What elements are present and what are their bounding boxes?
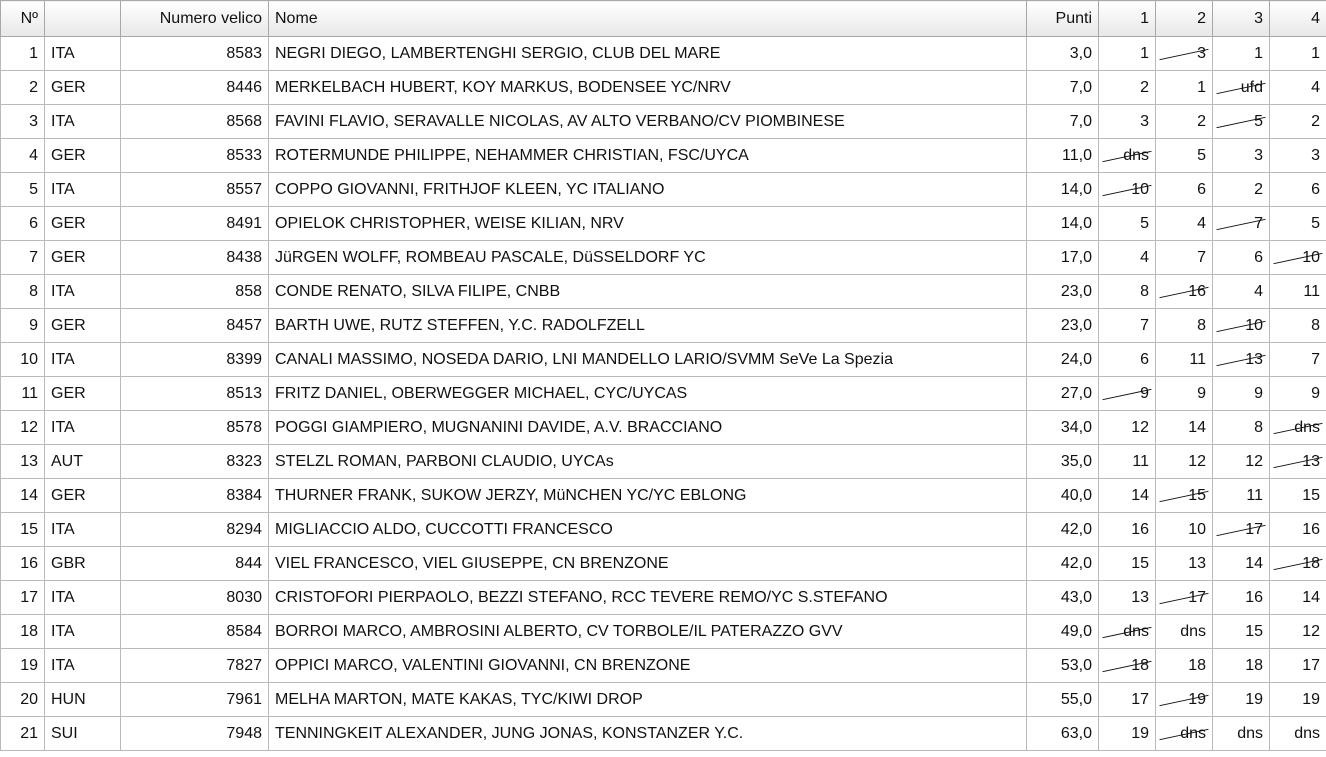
rank-cell: 4	[1, 139, 45, 173]
rank-cell: 12	[1, 411, 45, 445]
crew-name-cell: BARTH UWE, RUTZ STEFFEN, Y.C. RADOLFZELL	[269, 309, 1027, 343]
race-result-cell: 2	[1156, 105, 1213, 139]
race-result-cell: 12	[1156, 445, 1213, 479]
race-result-discarded-cell: 5	[1213, 105, 1270, 139]
points-cell: 7,0	[1027, 71, 1099, 105]
race-result-discarded-cell: dns	[1099, 139, 1156, 173]
race-result-cell: 11	[1156, 343, 1213, 377]
table-row[interactable]	[1, 479, 1326, 513]
race-result-cell: 19	[1099, 717, 1156, 751]
nation-cell: ITA	[45, 615, 121, 649]
points-cell: 40,0	[1027, 479, 1099, 513]
race-result-cell: 3	[1099, 105, 1156, 139]
race-result-cell: 13	[1099, 581, 1156, 615]
nation-cell: GER	[45, 377, 121, 411]
race-result-discarded-cell: 10	[1099, 173, 1156, 207]
rank-cell: 7	[1, 241, 45, 275]
race-result-cell: 1	[1270, 37, 1326, 71]
points-cell: 43,0	[1027, 581, 1099, 615]
rank-cell: 2	[1, 71, 45, 105]
header-race-2[interactable]: 2	[1156, 1, 1213, 37]
points-cell: 11,0	[1027, 139, 1099, 173]
race-result-cell: 19	[1270, 683, 1326, 717]
race-result-cell: 14	[1156, 411, 1213, 445]
sail-number-cell: 7948	[121, 717, 269, 751]
sail-number-cell: 8446	[121, 71, 269, 105]
nation-cell: GER	[45, 479, 121, 513]
rank-cell: 5	[1, 173, 45, 207]
race-result-cell: 1	[1213, 37, 1270, 71]
race-result-discarded-cell: ufd	[1213, 71, 1270, 105]
crew-name-cell: MERKELBACH HUBERT, KOY MARKUS, BODENSEE YC/NRV	[269, 71, 1027, 105]
race-result-cell: 5	[1156, 139, 1213, 173]
sail-number-cell: 7961	[121, 683, 269, 717]
race-result-cell: 7	[1270, 343, 1326, 377]
sail-number-cell: 8399	[121, 343, 269, 377]
sail-number-cell: 8568	[121, 105, 269, 139]
race-result-discarded-cell: 13	[1213, 343, 1270, 377]
rank-cell: 17	[1, 581, 45, 615]
nation-cell: GER	[45, 241, 121, 275]
race-result-cell: 6	[1270, 173, 1326, 207]
race-result-cell: 18	[1213, 649, 1270, 683]
points-cell: 53,0	[1027, 649, 1099, 683]
rank-cell: 3	[1, 105, 45, 139]
crew-name-cell: MELHA MARTON, MATE KAKAS, TYC/KIWI DROP	[269, 683, 1027, 717]
race-result-cell: 5	[1099, 207, 1156, 241]
crew-name-cell: ROTERMUNDE PHILIPPE, NEHAMMER CHRISTIAN, FSC/UYCA	[269, 139, 1027, 173]
race-result-cell: 10	[1156, 513, 1213, 547]
nation-cell: ITA	[45, 105, 121, 139]
table-row[interactable]	[1, 343, 1326, 377]
header-row	[1, 1, 1326, 37]
race-result-discarded-cell: 9	[1099, 377, 1156, 411]
rank-cell: 15	[1, 513, 45, 547]
crew-name-cell: OPIELOK CHRISTOPHER, WEISE KILIAN, NRV	[269, 207, 1027, 241]
table-row[interactable]	[1, 649, 1326, 683]
race-result-cell: 2	[1270, 105, 1326, 139]
sail-number-cell: 8583	[121, 37, 269, 71]
sail-number-cell: 8323	[121, 445, 269, 479]
race-result-discarded-cell: 19	[1156, 683, 1213, 717]
nation-cell: SUI	[45, 717, 121, 751]
race-result-cell: 4	[1213, 275, 1270, 309]
race-result-cell: 14	[1099, 479, 1156, 513]
crew-name-cell: CANALI MASSIMO, NOSEDA DARIO, LNI MANDELLO LARIO/SVMM SeVe La Spezia	[269, 343, 1027, 377]
race-result-cell: 4	[1156, 207, 1213, 241]
header-nat[interactable]	[45, 1, 121, 37]
race-result-cell: 4	[1099, 241, 1156, 275]
nation-cell: HUN	[45, 683, 121, 717]
race-result-cell: 11	[1099, 445, 1156, 479]
rank-cell: 6	[1, 207, 45, 241]
table-row[interactable]	[1, 71, 1326, 105]
rank-cell: 8	[1, 275, 45, 309]
race-result-cell: 6	[1213, 241, 1270, 275]
nation-cell: ITA	[45, 37, 121, 71]
crew-name-cell: FAVINI FLAVIO, SERAVALLE NICOLAS, AV ALTO VERBANO/CV PIOMBINESE	[269, 105, 1027, 139]
table-row[interactable]	[1, 275, 1326, 309]
rank-cell: 21	[1, 717, 45, 751]
nation-cell: ITA	[45, 581, 121, 615]
points-cell: 23,0	[1027, 309, 1099, 343]
race-result-discarded-cell: 10	[1270, 241, 1326, 275]
sail-number-cell: 7827	[121, 649, 269, 683]
nation-cell: GER	[45, 309, 121, 343]
race-result-cell: 9	[1270, 377, 1326, 411]
points-cell: 34,0	[1027, 411, 1099, 445]
race-result-cell: 8	[1213, 411, 1270, 445]
race-result-discarded-cell: 3	[1156, 37, 1213, 71]
crew-name-cell: BORROI MARCO, AMBROSINI ALBERTO, CV TORBOLE/IL PATERAZZO GVV	[269, 615, 1027, 649]
points-cell: 24,0	[1027, 343, 1099, 377]
race-result-cell: 3	[1213, 139, 1270, 173]
race-result-cell: 11	[1213, 479, 1270, 513]
points-cell: 14,0	[1027, 207, 1099, 241]
race-result-cell: 8	[1099, 275, 1156, 309]
rank-cell: 18	[1, 615, 45, 649]
rank-cell: 11	[1, 377, 45, 411]
race-result-discarded-cell: 13	[1270, 445, 1326, 479]
race-result-cell: 15	[1099, 547, 1156, 581]
sail-number-cell: 8578	[121, 411, 269, 445]
race-result-cell: 11	[1270, 275, 1326, 309]
table-row[interactable]	[1, 547, 1326, 581]
race-result-discarded-cell: 10	[1213, 309, 1270, 343]
race-result-cell: 5	[1270, 207, 1326, 241]
sail-number-cell: 8533	[121, 139, 269, 173]
crew-name-cell: POGGI GIAMPIERO, MUGNANINI DAVIDE, A.V. BRACCIANO	[269, 411, 1027, 445]
header-name[interactable]: Nome	[269, 1, 1027, 37]
crew-name-cell: CRISTOFORI PIERPAOLO, BEZZI STEFANO, RCC TEVERE REMO/YC S.STEFANO	[269, 581, 1027, 615]
sail-number-cell: 8384	[121, 479, 269, 513]
header-race-4[interactable]: 4	[1270, 1, 1326, 37]
points-cell: 23,0	[1027, 275, 1099, 309]
race-result-cell: 18	[1156, 649, 1213, 683]
race-result-cell: dns	[1156, 615, 1213, 649]
header-race-1[interactable]: 1	[1099, 1, 1156, 37]
table-row[interactable]	[1, 615, 1326, 649]
points-cell: 42,0	[1027, 547, 1099, 581]
rank-cell: 16	[1, 547, 45, 581]
header-race-3[interactable]: 3	[1213, 1, 1270, 37]
crew-name-cell: THURNER FRANK, SUKOW JERZY, MüNCHEN YC/YC EBLONG	[269, 479, 1027, 513]
race-result-cell: 12	[1270, 615, 1326, 649]
results-body	[1, 37, 1326, 751]
race-result-discarded-cell: 16	[1156, 275, 1213, 309]
race-result-cell: 8	[1156, 309, 1213, 343]
points-cell: 3,0	[1027, 37, 1099, 71]
race-result-cell: 1	[1099, 37, 1156, 71]
nation-cell: GER	[45, 71, 121, 105]
race-result-discarded-cell: dns	[1099, 615, 1156, 649]
race-result-discarded-cell: 18	[1270, 547, 1326, 581]
crew-name-cell: MIGLIACCIO ALDO, CUCCOTTI FRANCESCO	[269, 513, 1027, 547]
crew-name-cell: FRITZ DANIEL, OBERWEGGER MICHAEL, CYC/UYCAS	[269, 377, 1027, 411]
race-result-discarded-cell: 7	[1213, 207, 1270, 241]
rank-cell: 13	[1, 445, 45, 479]
crew-name-cell: STELZL ROMAN, PARBONI CLAUDIO, UYCAs	[269, 445, 1027, 479]
rank-cell: 14	[1, 479, 45, 513]
header-no[interactable]: Nº	[1, 1, 45, 37]
race-result-cell: dns	[1270, 717, 1326, 751]
race-result-cell: 7	[1099, 309, 1156, 343]
points-cell: 35,0	[1027, 445, 1099, 479]
table-row[interactable]	[1, 207, 1326, 241]
rank-cell: 9	[1, 309, 45, 343]
crew-name-cell: VIEL FRANCESCO, VIEL GIUSEPPE, CN BRENZONE	[269, 547, 1027, 581]
crew-name-cell: NEGRI DIEGO, LAMBERTENGHI SERGIO, CLUB DEL MARE	[269, 37, 1027, 71]
sail-number-cell: 8557	[121, 173, 269, 207]
race-result-cell: 6	[1156, 173, 1213, 207]
race-result-cell: 17	[1270, 649, 1326, 683]
race-result-cell: dns	[1213, 717, 1270, 751]
nation-cell: ITA	[45, 649, 121, 683]
crew-name-cell: TENNINGKEIT ALEXANDER, JUNG JONAS, KONSTANZER Y.C.	[269, 717, 1027, 751]
race-result-discarded-cell: dns	[1156, 717, 1213, 751]
nation-cell: ITA	[45, 343, 121, 377]
race-result-cell: 14	[1270, 581, 1326, 615]
nation-cell: ITA	[45, 275, 121, 309]
race-result-cell: 9	[1213, 377, 1270, 411]
points-cell: 63,0	[1027, 717, 1099, 751]
race-result-cell: 16	[1270, 513, 1326, 547]
nation-cell: ITA	[45, 411, 121, 445]
crew-name-cell: OPPICI MARCO, VALENTINI GIOVANNI, CN BRENZONE	[269, 649, 1027, 683]
sail-number-cell: 8457	[121, 309, 269, 343]
sail-number-cell: 8584	[121, 615, 269, 649]
race-result-cell: 2	[1213, 173, 1270, 207]
race-result-discarded-cell: 17	[1156, 581, 1213, 615]
sail-number-cell: 858	[121, 275, 269, 309]
race-result-cell: 8	[1270, 309, 1326, 343]
rank-cell: 20	[1, 683, 45, 717]
sail-number-cell: 8491	[121, 207, 269, 241]
points-cell: 55,0	[1027, 683, 1099, 717]
nation-cell: AUT	[45, 445, 121, 479]
table-row[interactable]	[1, 717, 1326, 751]
race-result-cell: 13	[1156, 547, 1213, 581]
table-row[interactable]	[1, 377, 1326, 411]
nation-cell: ITA	[45, 513, 121, 547]
race-result-cell: 6	[1099, 343, 1156, 377]
table-row[interactable]	[1, 241, 1326, 275]
race-result-cell: 12	[1099, 411, 1156, 445]
race-result-cell: 3	[1270, 139, 1326, 173]
race-result-cell: 2	[1099, 71, 1156, 105]
race-result-cell: 9	[1156, 377, 1213, 411]
race-result-cell: 19	[1213, 683, 1270, 717]
points-cell: 7,0	[1027, 105, 1099, 139]
race-result-cell: 4	[1270, 71, 1326, 105]
table-row[interactable]	[1, 139, 1326, 173]
sail-number-cell: 8438	[121, 241, 269, 275]
sail-number-cell: 844	[121, 547, 269, 581]
race-result-cell: 7	[1156, 241, 1213, 275]
header-points[interactable]: Punti	[1027, 1, 1099, 37]
crew-name-cell: COPPO GIOVANNI, FRITHJOF KLEEN, YC ITALIANO	[269, 173, 1027, 207]
table-row[interactable]	[1, 683, 1326, 717]
table-row[interactable]	[1, 445, 1326, 479]
crew-name-cell: JüRGEN WOLFF, ROMBEAU PASCALE, DüSSELDORF YC	[269, 241, 1027, 275]
rank-cell: 1	[1, 37, 45, 71]
header-sail-number[interactable]: Numero velico	[121, 1, 269, 37]
table-row[interactable]	[1, 37, 1326, 71]
points-cell: 27,0	[1027, 377, 1099, 411]
table-row[interactable]	[1, 411, 1326, 445]
sail-number-cell: 8030	[121, 581, 269, 615]
race-result-cell: 17	[1099, 683, 1156, 717]
points-cell: 17,0	[1027, 241, 1099, 275]
table-row[interactable]	[1, 173, 1326, 207]
nation-cell: GER	[45, 139, 121, 173]
rank-cell: 10	[1, 343, 45, 377]
race-result-cell: 15	[1213, 615, 1270, 649]
race-result-cell: 12	[1213, 445, 1270, 479]
race-result-discarded-cell: 18	[1099, 649, 1156, 683]
race-result-discarded-cell: dns	[1270, 411, 1326, 445]
race-result-cell: 1	[1156, 71, 1213, 105]
race-result-discarded-cell: 17	[1213, 513, 1270, 547]
table-row[interactable]	[1, 581, 1326, 615]
nation-cell: ITA	[45, 173, 121, 207]
points-cell: 49,0	[1027, 615, 1099, 649]
sail-number-cell: 8513	[121, 377, 269, 411]
race-result-cell: 16	[1099, 513, 1156, 547]
race-result-discarded-cell: 15	[1156, 479, 1213, 513]
nation-cell: GER	[45, 207, 121, 241]
points-cell: 42,0	[1027, 513, 1099, 547]
table-row[interactable]	[1, 309, 1326, 343]
nation-cell: GBR	[45, 547, 121, 581]
table-row[interactable]	[1, 513, 1326, 547]
race-result-cell: 15	[1270, 479, 1326, 513]
race-result-cell: 16	[1213, 581, 1270, 615]
sail-number-cell: 8294	[121, 513, 269, 547]
crew-name-cell: CONDE RENATO, SILVA FILIPE, CNBB	[269, 275, 1027, 309]
rank-cell: 19	[1, 649, 45, 683]
race-result-cell: 14	[1213, 547, 1270, 581]
points-cell: 14,0	[1027, 173, 1099, 207]
table-row[interactable]	[1, 105, 1326, 139]
